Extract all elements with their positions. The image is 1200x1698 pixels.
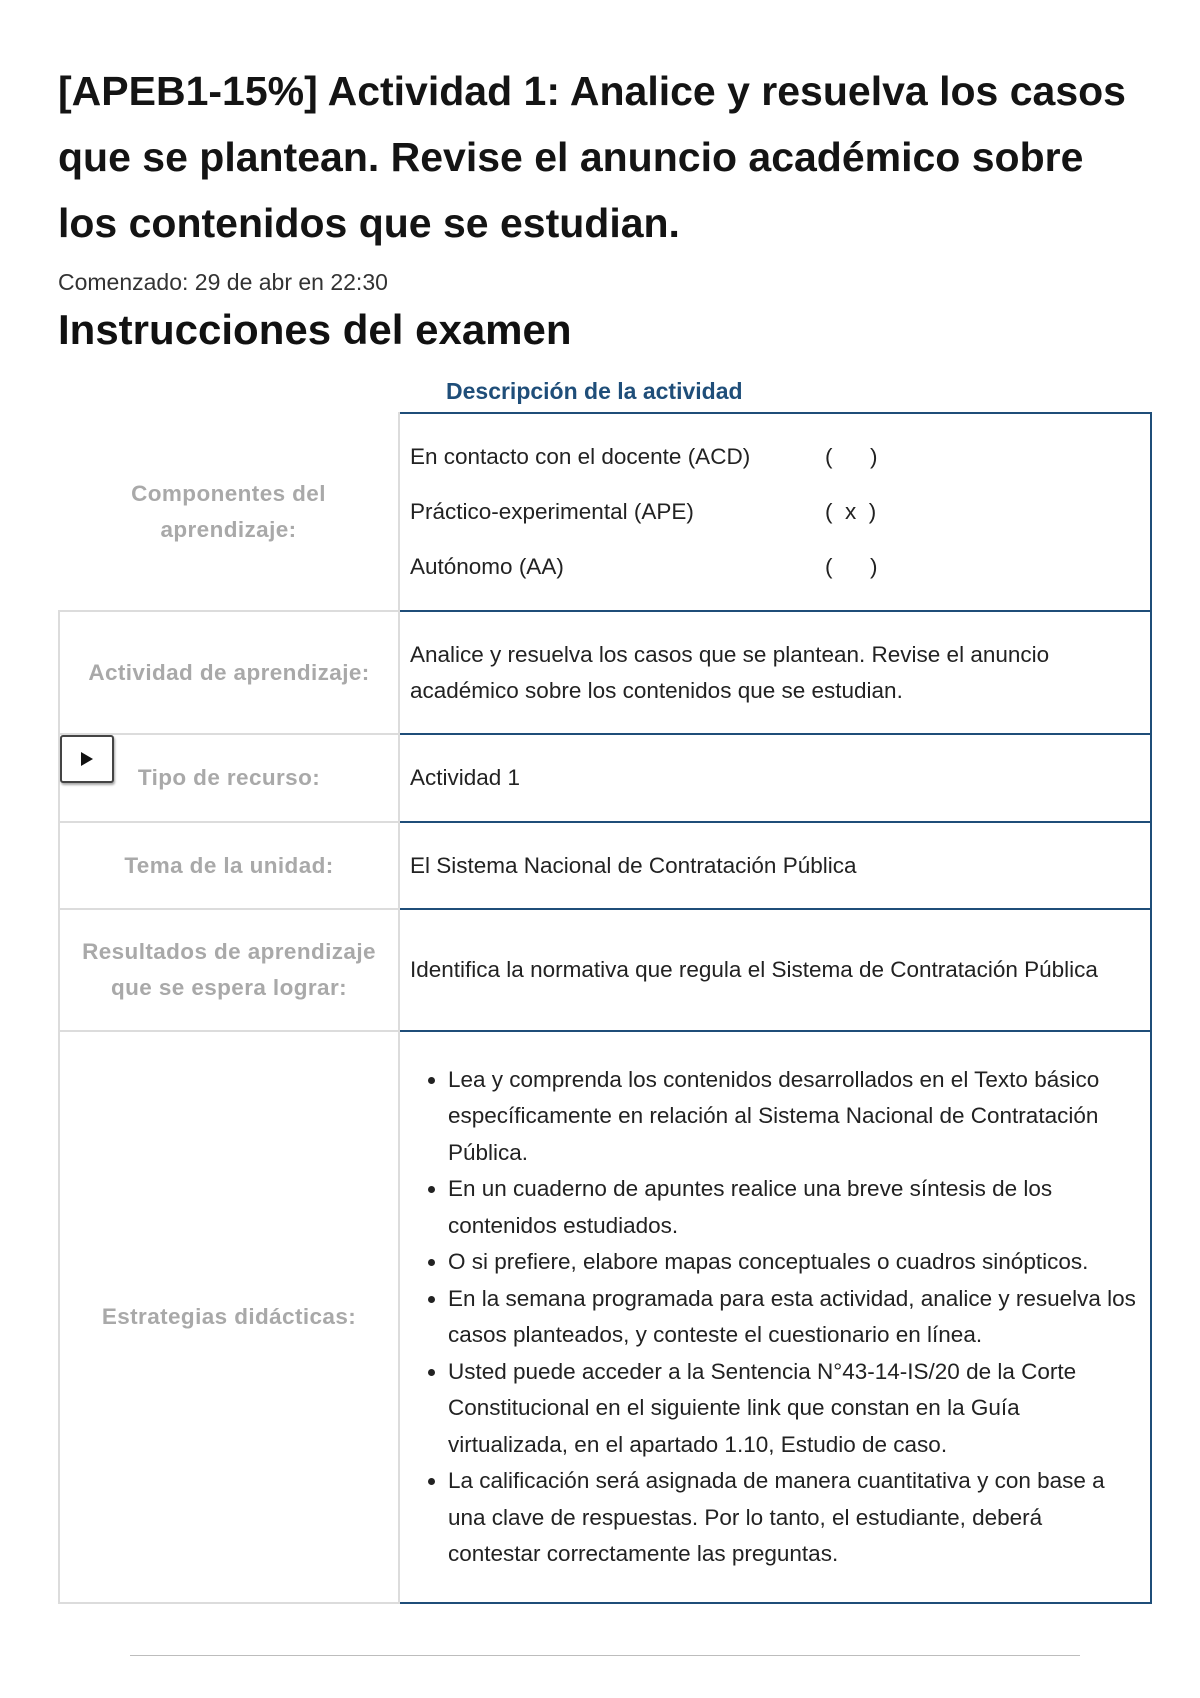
components-label: Componentes del aprendizaje: xyxy=(59,413,399,611)
table-row xyxy=(59,413,1151,611)
strategies-label: Estrategias didácticas: xyxy=(59,1031,399,1603)
list-item: • En un cuaderno de apuntes realice una breve síntesis de los contenidos estudiados. xyxy=(448,1171,1140,1244)
component-item xyxy=(410,485,1140,540)
component-mark: ( ) xyxy=(825,554,878,579)
topic-value: El Sistema Nacional de Contratación Pública xyxy=(399,822,1151,909)
topic-label: Tema de la unidad: xyxy=(59,822,399,909)
resource-label: Tipo de recurso: xyxy=(137,765,321,790)
resource-value: Actividad 1 xyxy=(399,734,1151,822)
list-item: • Lea y comprenda los contenidos desarrollados en el Texto básico específicamente en relación al Sistema Nacional de Contratación Pública. xyxy=(448,1062,1140,1172)
play-button[interactable] xyxy=(60,735,114,783)
activity-description-table xyxy=(58,412,1152,1604)
table-row xyxy=(59,1031,1151,1603)
component-item xyxy=(410,540,1140,595)
table-row xyxy=(59,909,1151,1031)
strategies-list xyxy=(410,1062,1140,1573)
activity-value: Analice y resuelva los casos que se plantean. Revise el anuncio académico sobre los contenidos que se estudian. xyxy=(399,611,1151,734)
started-timestamp: Comenzado: 29 de abr en 22:30 xyxy=(58,269,388,295)
instructions-heading: Instrucciones del examen xyxy=(58,306,572,353)
footer-divider xyxy=(130,1655,1080,1656)
page-title: [APEB1-15%] Actividad 1: Analice y resuelva los casos que se plantean. Revise el anuncio académico sobre los contenidos que se estudian. xyxy=(58,68,1126,246)
list-item: • En la semana programada para esta actividad, analice y resuelva los casos planteados, y conteste el cuestionario en línea. xyxy=(448,1281,1140,1354)
results-label: Resultados de aprendizaje que se espera lograr: xyxy=(59,909,399,1031)
play-icon xyxy=(80,751,94,767)
component-mark: ( ) xyxy=(825,444,878,469)
table-row xyxy=(59,734,1151,822)
table-row xyxy=(59,611,1151,734)
component-name: Práctico-experimental (APE) xyxy=(410,499,694,524)
component-name: Autónomo (AA) xyxy=(410,554,564,579)
activity-label: Actividad de aprendizaje: xyxy=(59,611,399,734)
list-item: • O si prefiere, elabore mapas conceptuales o cuadros sinópticos. xyxy=(448,1244,1140,1281)
table-caption: Descripción de la actividad xyxy=(446,378,743,404)
components-cell xyxy=(399,413,1151,611)
strategies-cell xyxy=(399,1031,1151,1603)
component-mark: ( x ) xyxy=(825,499,877,524)
list-item: • La calificación será asignada de manera cuantitativa y con base a una clave de respuestas. Por lo tanto, el estudiante, deberá contestar correctamente las preguntas. xyxy=(448,1463,1140,1573)
resource-label-cell xyxy=(59,734,399,822)
list-item: • Usted puede acceder a la Sentencia N°43-14-IS/20 de la Corte Constitucional en el siguiente link que constan en la Guía virtualizada, en el apartado 1.10, Estudio de caso. xyxy=(448,1354,1140,1464)
component-name: En contacto con el docente (ACD) xyxy=(410,444,751,469)
results-value: Identifica la normativa que regula el Sistema de Contratación Pública xyxy=(399,909,1151,1031)
table-row xyxy=(59,822,1151,909)
component-item xyxy=(410,430,1140,485)
